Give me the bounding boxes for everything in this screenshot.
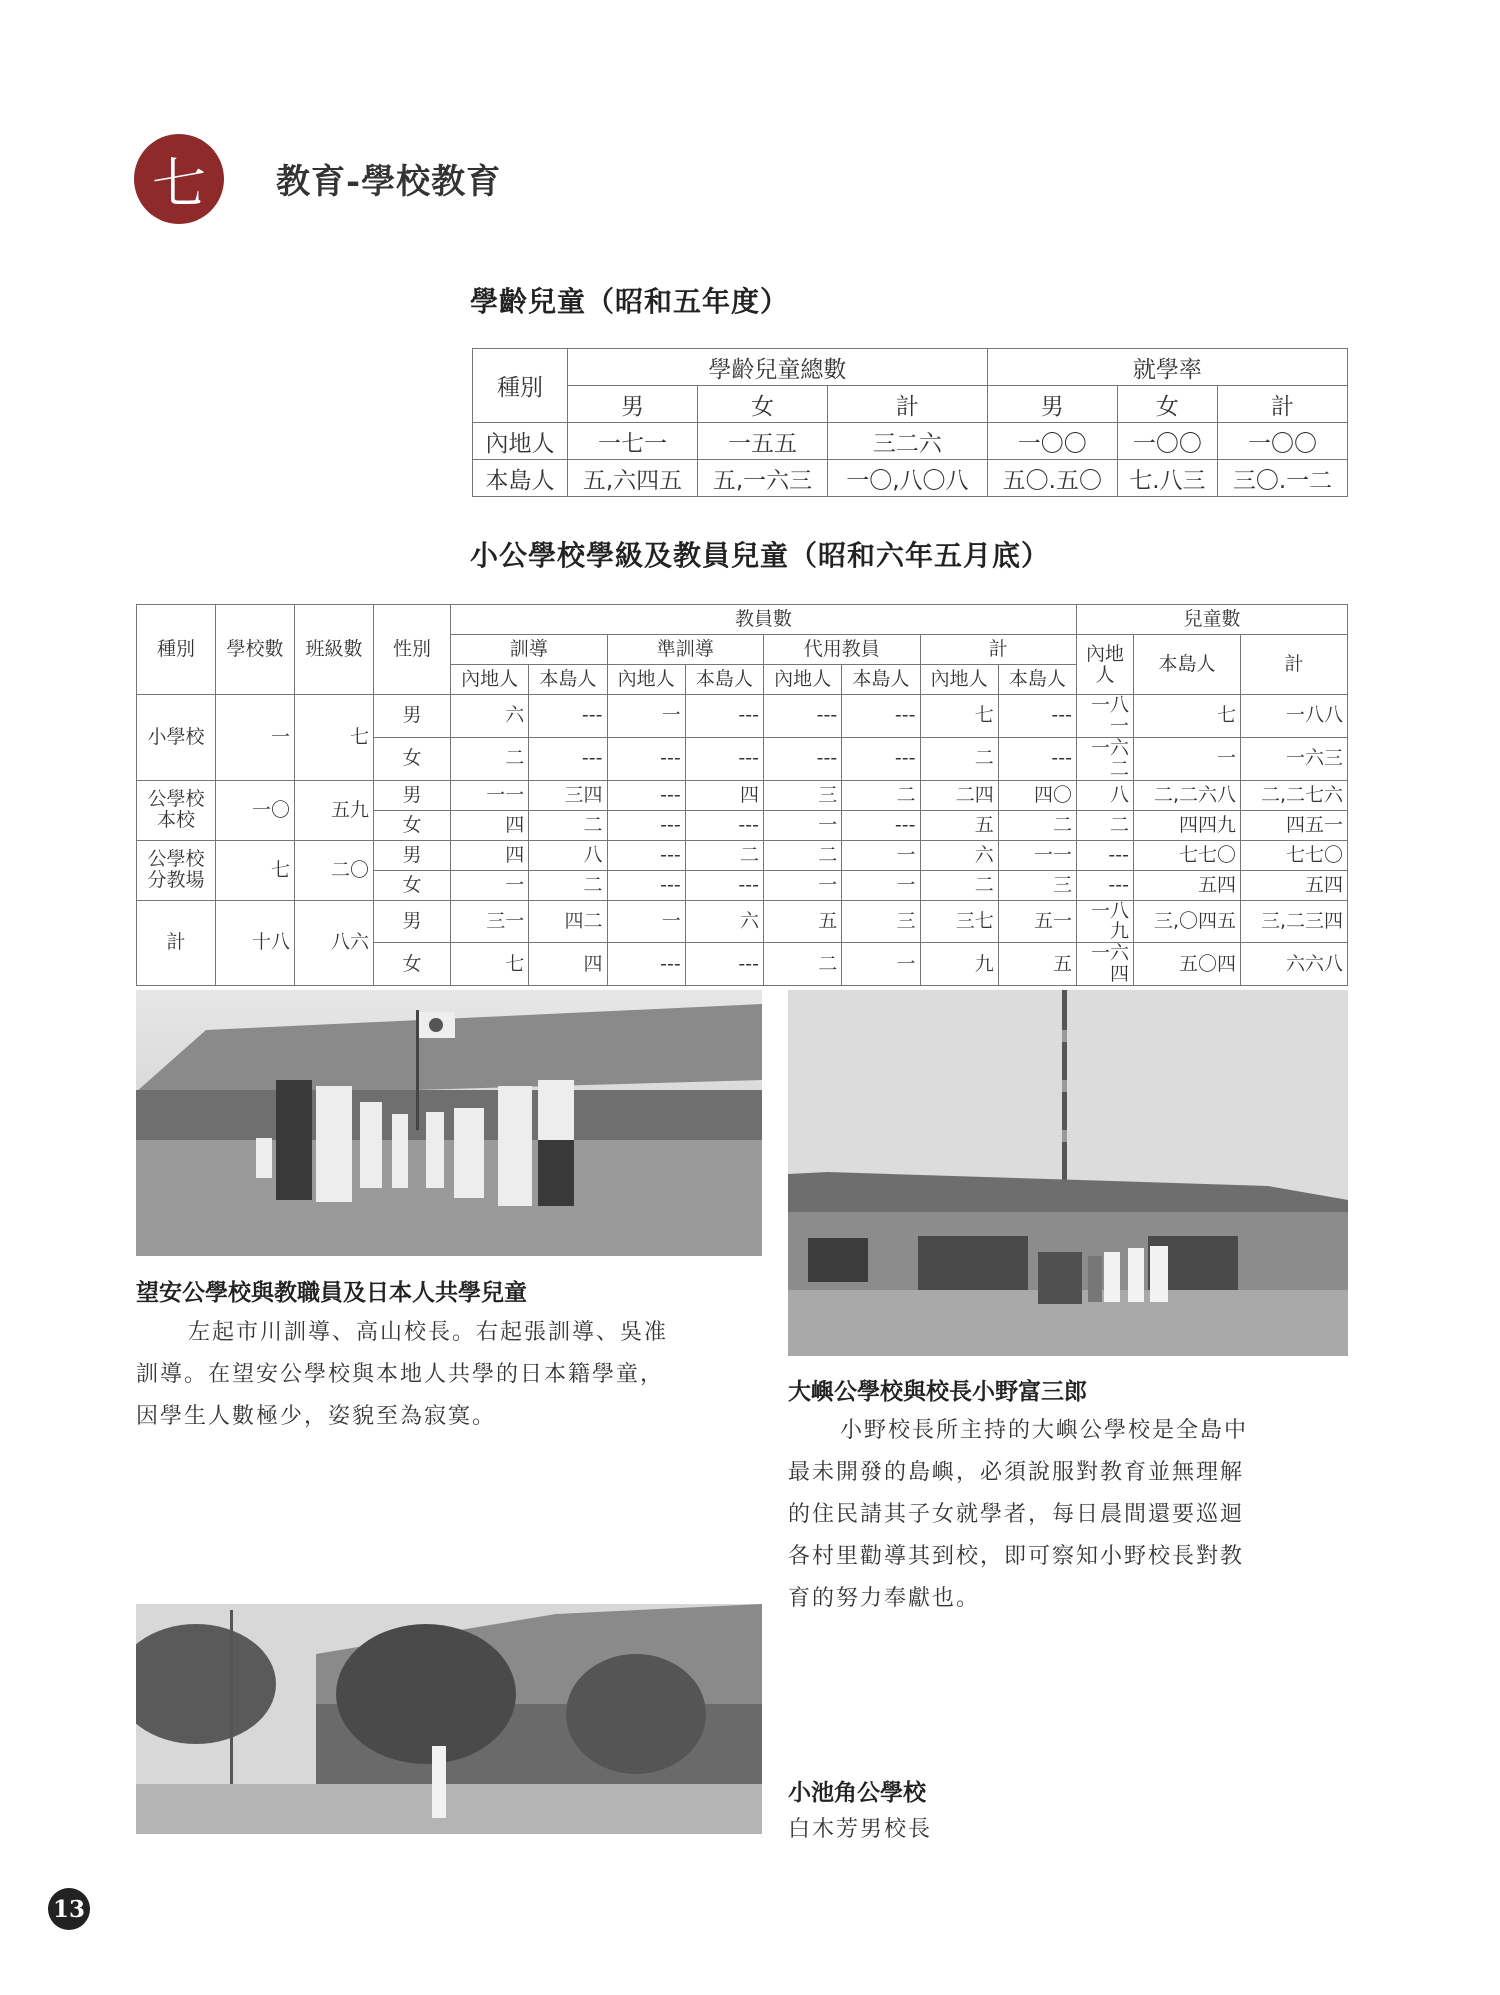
table1-sub-header: 計 xyxy=(1217,386,1347,423)
table-cell: --- xyxy=(685,695,763,738)
table-cell: 一六三 xyxy=(1241,737,1348,780)
group-schools: 七 xyxy=(216,840,295,900)
table-cell: --- xyxy=(529,737,607,780)
table-cell: --- xyxy=(764,695,842,738)
table-cell: --- xyxy=(998,695,1076,738)
sex-cell: 男 xyxy=(374,900,451,943)
table-cell: 五〇.五〇 xyxy=(987,460,1117,497)
table2-body xyxy=(137,695,1348,986)
table-cell: 六 xyxy=(920,840,998,870)
table-cell: 四五一 xyxy=(1241,810,1348,840)
table-cell: 三一 xyxy=(451,900,529,943)
group-schools: 一 xyxy=(216,695,295,781)
photo-caption-title: 小池角公學校 xyxy=(788,1779,926,1806)
table-cell: 五〇四 xyxy=(1134,943,1241,986)
staff-sub-header: 本島人 xyxy=(998,665,1076,695)
group-schools: 十八 xyxy=(216,900,295,986)
group-classes: 七 xyxy=(295,695,374,781)
sex-cell: 女 xyxy=(374,943,451,986)
table-cell: 三〇.一二 xyxy=(1217,460,1347,497)
table2-header-sex: 性別 xyxy=(374,605,451,695)
table1-title: 學齡兒童（昭和五年度） xyxy=(470,285,790,318)
table-cell: --- xyxy=(685,943,763,986)
table-cell: 二 xyxy=(1077,810,1134,840)
group-classes: 八六 xyxy=(295,900,374,986)
photo-caption-body: 白木芳男校長 xyxy=(788,1817,933,1842)
table-cell: 一 xyxy=(842,840,920,870)
table-cell: 一〇〇 xyxy=(1117,423,1217,460)
child-sub-header: 本島人 xyxy=(1134,635,1241,695)
photo-caption-body xyxy=(136,1312,756,1438)
table-row xyxy=(473,423,1348,460)
table-cell: 三,〇四五 xyxy=(1134,900,1241,943)
staff-group-header: 代用教員 xyxy=(764,635,921,665)
group-label: 小學校 xyxy=(137,695,216,781)
row-label: 內地人 xyxy=(473,423,568,460)
table-cell: 四 xyxy=(529,943,607,986)
table-cell: 七七〇 xyxy=(1241,840,1348,870)
table-cell: --- xyxy=(1077,840,1134,870)
photo-wangan-school xyxy=(136,990,762,1256)
table-cell: 三七 xyxy=(920,900,998,943)
table-cell: 一 xyxy=(607,900,685,943)
table-cell: 一八八 xyxy=(1241,695,1348,738)
table-cell: 一 xyxy=(451,870,529,900)
table-cell: 一 xyxy=(764,810,842,840)
caption-line: 小野校長所主持的大嶼公學校是全島中 xyxy=(840,1418,1249,1443)
photo-caption-body xyxy=(788,1410,1348,1620)
table-cell: 五一 xyxy=(998,900,1076,943)
table2-header-schools: 學校數 xyxy=(216,605,295,695)
group-label: 公學校本校 xyxy=(137,780,216,840)
table-cell: 四 xyxy=(451,840,529,870)
table-cell: --- xyxy=(764,737,842,780)
table-row xyxy=(137,780,1348,810)
table1-sub-header: 計 xyxy=(828,386,988,423)
table-cell: 七七〇 xyxy=(1134,840,1241,870)
sex-cell: 男 xyxy=(374,780,451,810)
photo-xiaochijiao-school xyxy=(136,1604,762,1834)
group-classes: 二〇 xyxy=(295,840,374,900)
table-cell: 五四 xyxy=(1241,870,1348,900)
table2-header-staff: 教員數 xyxy=(451,605,1077,635)
table-cell: 七.八三 xyxy=(1117,460,1217,497)
table-cell: --- xyxy=(685,810,763,840)
staff-group-header: 計 xyxy=(920,635,1077,665)
table-cell: 一一 xyxy=(998,840,1076,870)
table1-header-total: 學齡兒童總數 xyxy=(568,349,988,386)
table-cell: 一五五 xyxy=(698,423,828,460)
table-cell: 二 xyxy=(764,943,842,986)
table-cell: --- xyxy=(998,737,1076,780)
staff-sub-header: 本島人 xyxy=(685,665,763,695)
table-cell: 一六四 xyxy=(1077,943,1134,986)
table-cell: --- xyxy=(607,870,685,900)
table1-header-type: 種別 xyxy=(473,349,568,423)
table-cell: 二 xyxy=(842,780,920,810)
table-cell: 九 xyxy=(920,943,998,986)
table-cell: 二 xyxy=(529,810,607,840)
group-classes: 五九 xyxy=(295,780,374,840)
table-cell: 二,二七六 xyxy=(1241,780,1348,810)
photo-dayu-school xyxy=(788,990,1348,1356)
table-row xyxy=(137,840,1348,870)
table1-sub-header: 女 xyxy=(1117,386,1217,423)
table-cell: --- xyxy=(685,737,763,780)
caption-line: 左起市川訓導、高山校長。右起張訓導、吳准 xyxy=(188,1320,669,1345)
table-cell: --- xyxy=(529,695,607,738)
chapter-number-badge: 七 xyxy=(134,134,224,224)
table-cell: 一 xyxy=(842,943,920,986)
table-cell: --- xyxy=(607,737,685,780)
table-cell: 八 xyxy=(529,840,607,870)
row-label: 本島人 xyxy=(473,460,568,497)
table-cell: 一〇〇 xyxy=(987,423,1117,460)
table-cell: 五 xyxy=(998,943,1076,986)
table2-header-children: 兒童數 xyxy=(1077,605,1348,635)
table-cell: 六 xyxy=(685,900,763,943)
staff-sub-header: 內地人 xyxy=(607,665,685,695)
table-cell: 一八九 xyxy=(1077,900,1134,943)
page-number: 13 xyxy=(48,1888,90,1930)
table1-sub-header: 女 xyxy=(698,386,828,423)
table-cell: --- xyxy=(1077,870,1134,900)
table-cell: 三,二三四 xyxy=(1241,900,1348,943)
table-cell: 六 xyxy=(451,695,529,738)
table-cell: 五,六四五 xyxy=(568,460,698,497)
sex-cell: 女 xyxy=(374,737,451,780)
chapter-title: 教育-學校教育 xyxy=(276,162,502,202)
table-cell: 七 xyxy=(920,695,998,738)
table-cell: 一〇,八〇八 xyxy=(828,460,988,497)
staff-group-header: 準訓導 xyxy=(607,635,764,665)
child-sub-header: 內地人 xyxy=(1077,635,1134,695)
table-cell: 四〇 xyxy=(998,780,1076,810)
sex-cell: 女 xyxy=(374,870,451,900)
table-cell: --- xyxy=(607,810,685,840)
table-cell: 二 xyxy=(451,737,529,780)
table-cell: 三 xyxy=(764,780,842,810)
table-cell: --- xyxy=(685,870,763,900)
table-cell: 二四 xyxy=(920,780,998,810)
staff-sub-header: 內地人 xyxy=(920,665,998,695)
group-schools: 一〇 xyxy=(216,780,295,840)
table-cell: 七 xyxy=(1134,695,1241,738)
table-row xyxy=(473,460,1348,497)
table-row xyxy=(137,900,1348,943)
caption-line: 育的努力奉獻也。 xyxy=(788,1586,981,1611)
table-cell: 三 xyxy=(998,870,1076,900)
table-cell: 五四 xyxy=(1134,870,1241,900)
table-cell: 五,一六三 xyxy=(698,460,828,497)
school-age-children-table xyxy=(472,348,1348,497)
sex-cell: 男 xyxy=(374,840,451,870)
table-cell: --- xyxy=(607,943,685,986)
staff-sub-header: 本島人 xyxy=(842,665,920,695)
table2-title: 小公學校學級及教員兒童（昭和六年五月底） xyxy=(470,539,1051,572)
staff-group-header: 訓導 xyxy=(451,635,608,665)
table-cell: 二 xyxy=(529,870,607,900)
table-cell: 一〇〇 xyxy=(1217,423,1347,460)
table-cell: 五 xyxy=(920,810,998,840)
table-cell: 六六八 xyxy=(1241,943,1348,986)
photo-caption-title: 大嶼公學校與校長小野富三郎 xyxy=(788,1378,1087,1405)
table-cell: 三四 xyxy=(529,780,607,810)
school-staff-children-table xyxy=(136,604,1348,986)
staff-sub-header: 本島人 xyxy=(529,665,607,695)
table-cell: 二 xyxy=(920,737,998,780)
table-cell: --- xyxy=(842,737,920,780)
photo-caption-title: 望安公學校與教職員及日本人共學兒童 xyxy=(136,1279,527,1306)
table-cell: 一七一 xyxy=(568,423,698,460)
caption-line: 因學生人數極少，姿貌至為寂寞。 xyxy=(136,1404,497,1429)
table-cell: 二 xyxy=(920,870,998,900)
table-cell: 一八一 xyxy=(1077,695,1134,738)
table2-header-type: 種別 xyxy=(137,605,216,695)
table-cell: 一 xyxy=(1134,737,1241,780)
table-row xyxy=(137,695,1348,738)
table-cell: 二,二六八 xyxy=(1134,780,1241,810)
table-cell: 七 xyxy=(451,943,529,986)
group-label: 公學校分教場 xyxy=(137,840,216,900)
table-cell: 一 xyxy=(764,870,842,900)
table-cell: 三二六 xyxy=(828,423,988,460)
table-cell: 四二 xyxy=(529,900,607,943)
table-cell: 五 xyxy=(764,900,842,943)
table-cell: 二 xyxy=(998,810,1076,840)
child-sub-header: 計 xyxy=(1241,635,1348,695)
table-cell: 一六二 xyxy=(1077,737,1134,780)
table-cell: 四四九 xyxy=(1134,810,1241,840)
group-label: 計 xyxy=(137,900,216,986)
caption-line: 最未開發的島嶼，必須說服對教育並無理解 xyxy=(788,1460,1245,1485)
table-cell: 二 xyxy=(764,840,842,870)
sex-cell: 女 xyxy=(374,810,451,840)
table-cell: 八 xyxy=(1077,780,1134,810)
table2-header-classes: 班級數 xyxy=(295,605,374,695)
staff-sub-header: 內地人 xyxy=(451,665,529,695)
table-cell: --- xyxy=(607,780,685,810)
caption-line: 的住民請其子女就學者，每日晨間還要巡迴 xyxy=(788,1502,1245,1527)
table-cell: --- xyxy=(842,695,920,738)
table-cell: 四 xyxy=(685,780,763,810)
table-cell: 一 xyxy=(842,870,920,900)
table1-header-rate: 就學率 xyxy=(987,349,1347,386)
table-cell: 一 xyxy=(607,695,685,738)
table-cell: 二 xyxy=(685,840,763,870)
table-cell: 一一 xyxy=(451,780,529,810)
staff-sub-header: 內地人 xyxy=(764,665,842,695)
sex-cell: 男 xyxy=(374,695,451,738)
table-cell: 三 xyxy=(842,900,920,943)
table-cell: --- xyxy=(842,810,920,840)
table-cell: --- xyxy=(607,840,685,870)
caption-line: 訓導。在望安公學校與本地人共學的日本籍學童， xyxy=(136,1362,665,1387)
table1-sub-header: 男 xyxy=(568,386,698,423)
table1-sub-header: 男 xyxy=(987,386,1117,423)
table-cell: 四 xyxy=(451,810,529,840)
caption-line: 各村里勸導其到校，即可察知小野校長對教 xyxy=(788,1544,1245,1569)
